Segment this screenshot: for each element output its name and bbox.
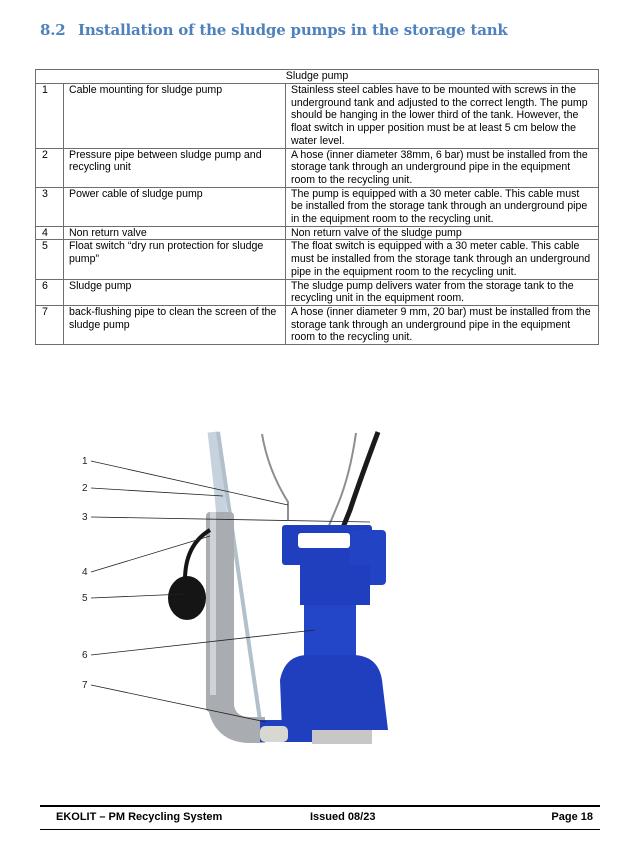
- section-number: 8.2: [40, 21, 66, 39]
- float-switch: [168, 576, 206, 620]
- row-item: Power cable of sludge pump: [64, 187, 286, 226]
- table-row: [36, 187, 599, 226]
- table-row: [36, 240, 599, 279]
- suspension-cable-right: [328, 433, 356, 528]
- footer-page-number: Page 18: [551, 811, 593, 823]
- back-flush-fitting: [260, 726, 288, 742]
- row-description: Non return valve of the sludge pump: [286, 226, 599, 240]
- section-title: Installation of the sludge pumps in the storage tank: [78, 21, 508, 39]
- callout-line-2: [91, 488, 223, 496]
- sludge-pump-table: [35, 69, 599, 345]
- row-item: Non return valve: [64, 226, 286, 240]
- callout-label-5: 5: [82, 593, 88, 604]
- footer-rule-bottom: [40, 829, 600, 830]
- callout-label-3: 3: [82, 512, 88, 523]
- pump-screen: [312, 730, 372, 744]
- row-description: Stainless steel cables have to be mounted with screws in the underground tank and adjusted to the correct length. The pump should be hanging in the lower third of the tank. However, the float switch in upper position must be at least 5 cm below the water level.: [286, 84, 599, 149]
- row-description: A hose (inner diameter 9 mm, 20 bar) must be installed from the storage tank through an underground pipe in the equipment room to the recycling unit.: [286, 305, 599, 344]
- callout-line-1: [91, 461, 288, 505]
- row-number: 3: [36, 187, 64, 226]
- table-row: [36, 148, 599, 187]
- power-cable: [342, 432, 378, 530]
- callout-label-7: 7: [82, 680, 88, 691]
- row-number: 7: [36, 305, 64, 344]
- table-row: [36, 279, 599, 305]
- row-item: Float switch “dry run protection for sludge pump”: [64, 240, 286, 279]
- row-number: 2: [36, 148, 64, 187]
- section-heading: [40, 21, 508, 39]
- callout-line-6: [91, 630, 315, 655]
- sludge-pump-figure: [60, 430, 440, 780]
- row-item: Cable mounting for sludge pump: [64, 84, 286, 149]
- row-description: The sludge pump delivers water from the storage tank to the recycling unit in the equipment room.: [286, 279, 599, 305]
- footer-document-title: EKOLIT – PM Recycling System: [56, 811, 223, 823]
- row-item: Pressure pipe between sludge pump and recycling unit: [64, 148, 286, 187]
- pump-motor: [304, 605, 356, 660]
- footer-rule-top: [40, 805, 600, 807]
- row-number: 1: [36, 84, 64, 149]
- row-description: The pump is equipped with a 30 meter cable. This cable must be installed from the storage tank through an underground pipe in the equipment room to the recycling unit.: [286, 187, 599, 226]
- callout-label-2: 2: [82, 483, 88, 494]
- table-row: [36, 305, 599, 344]
- table-caption: Sludge pump: [36, 70, 599, 84]
- row-item: back-flushing pipe to clean the screen of the sludge pump: [64, 305, 286, 344]
- row-description: A hose (inner diameter 38mm, 6 bar) must be installed from the storage tank through an underground pipe in the equipment room to the recycling unit.: [286, 148, 599, 187]
- callout-line-7: [91, 685, 266, 722]
- row-number: 6: [36, 279, 64, 305]
- table-row: [36, 84, 599, 149]
- row-item: Sludge pump: [64, 279, 286, 305]
- row-description: The float switch is equipped with a 30 meter cable. This cable must be installed from the storage tank through an underground pipe in the equipment room to the recycling unit.: [286, 240, 599, 279]
- suspension-cable-left: [262, 434, 288, 520]
- sludge-pump-photo: [60, 430, 440, 780]
- footer-issue-date: Issued 08/23: [310, 811, 376, 823]
- table-row: [36, 226, 599, 240]
- pump-housing: [280, 655, 388, 730]
- row-number: 4: [36, 226, 64, 240]
- callout-label-4: 4: [82, 567, 88, 578]
- row-number: 5: [36, 240, 64, 279]
- callout-line-4: [91, 536, 210, 572]
- table-caption-row: [36, 70, 599, 84]
- callout-label-1: 1: [82, 456, 88, 467]
- callout-label-6: 6: [82, 650, 88, 661]
